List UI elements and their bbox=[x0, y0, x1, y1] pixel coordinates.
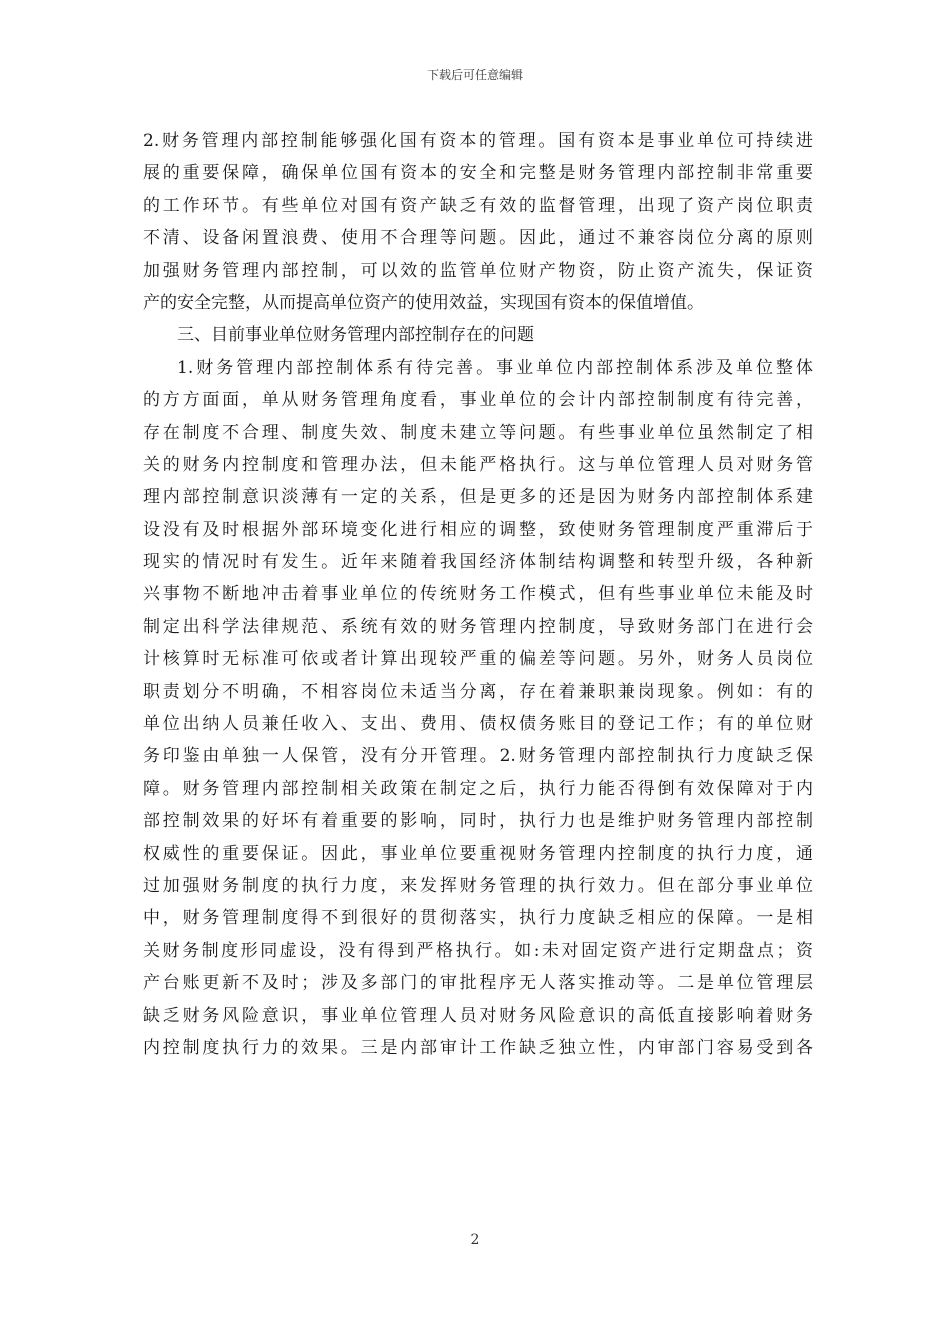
body-line: 中，财务管理制度得不到很好的贯彻落实，执行力度缺乏相应的保障。一是相 bbox=[143, 908, 813, 929]
page-number: 2 bbox=[470, 1232, 480, 1248]
body-line: 职责划分不明确，不相容岗位未适当分离，存在着兼职兼岗现象。例如：有的 bbox=[143, 681, 813, 702]
body-line: 产的安全完整，从而提高单位资产的使用效益，实现国有资本的保值增值。 bbox=[143, 292, 704, 313]
body-line: 产台账更新不及时；涉及多部门的审批程序无人落实推动等。二是单位管理层 bbox=[143, 973, 813, 994]
body-line: 现实的情况时有发生。近年来随着我国经济体制结构调整和转型升级，各种新 bbox=[143, 552, 813, 573]
body-line: 的方方面面，单从财务管理角度看，事业单位的会计内部控制制度有待完善， bbox=[143, 390, 813, 411]
page-header: 下载后可任意编辑 bbox=[426, 68, 523, 82]
body-line: 障。财务管理内部控制相关政策在制定之后，执行力能否得倒有效保障对于内 bbox=[143, 778, 813, 799]
body-line: 存在制度不合理、制度失效、制度未建立等问题。有些事业单位虽然制定了相 bbox=[143, 422, 813, 443]
body-line: 理内部控制意识淡薄有一定的关系，但是更多的还是因为财务内部控制体系建 bbox=[143, 487, 813, 508]
body-line: 2.财务管理内部控制能够强化国有资本的管理。国有资本是事业单位可持续进 bbox=[143, 131, 813, 151]
body-line: 加强财务管理内部控制，可以效的监管单位财产物资，防止资产流失，保证资 bbox=[143, 260, 813, 281]
body-line: 制定出科学法律规范、系统有效的财务管理内控制度，导致财务部门在进行会 bbox=[143, 616, 813, 637]
body-line: 关财务制度形同虚设，没有得到严格执行。如:未对固定资产进行定期盘点；资 bbox=[143, 940, 813, 961]
body-line: 内控制度执行力的效果。三是内部审计工作缺乏独立性，内审部门容易受到各 bbox=[143, 1037, 813, 1058]
body-line: 不清、设备闲置浪费、使用不合理等问题。因此，通过不兼容岗位分离的原则 bbox=[143, 228, 813, 249]
body-line: 单位出纳人员兼任收入、支出、费用、债权债务账目的登记工作；有的单位财 bbox=[143, 714, 813, 735]
body-line: 务印鉴由单独一人保管，没有分开管理。2.财务管理内部控制执行力度缺乏保 bbox=[143, 746, 813, 767]
body-line: 权威性的重要保证。因此，事业单位要重视财务管理内控制度的执行力度，通 bbox=[143, 843, 813, 864]
body-line: 缺乏财务风险意识，事业单位管理人员对财务风险意识的高低直接影响着财务 bbox=[143, 1005, 813, 1026]
body-line: 过加强财务制度的执行力度，来发挥财务管理的执行效力。但在部分事业单位 bbox=[143, 875, 813, 896]
body-line: 设没有及时根据外部环境变化进行相应的调整，致使财务管理制度严重滞后于 bbox=[143, 519, 813, 540]
body-line: 部控制效果的好坏有着重要的影响，同时，执行力也是维护财务管理内部控制 bbox=[143, 811, 813, 832]
body-line: 展的重要保障，确保单位国有资本的安全和完整是财务管理内部控制非常重要 bbox=[143, 163, 813, 184]
body-line: 的工作环节。有些单位对国有资产缺乏有效的监督管理，出现了资产岗位职责 bbox=[143, 195, 813, 216]
section-heading: 三、目前事业单位财务管理内部控制存在的问题 bbox=[177, 325, 534, 346]
document-body bbox=[143, 125, 813, 1064]
body-line: 1.财务管理内部控制体系有待完善。事业单位内部控制体系涉及单位整体 bbox=[177, 357, 813, 378]
body-line: 关的财务内控制度和管理办法，但未能严格执行。这与单位管理人员对财务管 bbox=[143, 454, 813, 475]
body-line: 计核算时无标准可依或者计算出现较严重的偏差等问题。另外，财务人员岗位 bbox=[143, 649, 813, 670]
body-line: 兴事物不断地冲击着事业单位的传统财务工作模式，但有些事业单位未能及时 bbox=[143, 584, 813, 605]
